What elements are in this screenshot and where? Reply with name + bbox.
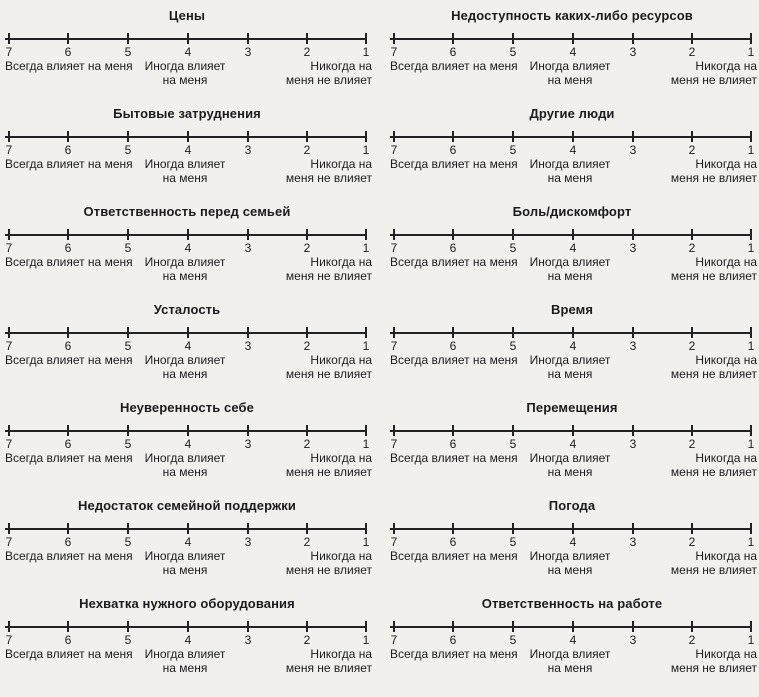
scale-number: 5	[509, 535, 517, 549]
scale-tick	[8, 33, 10, 44]
scale-tick	[127, 131, 129, 142]
scale-number: 4	[569, 143, 577, 157]
scale-number: 6	[449, 535, 457, 549]
scale-number: 7	[390, 339, 398, 353]
scale-number: 4	[184, 241, 192, 255]
scale-number: 7	[5, 339, 13, 353]
label-always: Всегда влияет на меня	[390, 353, 518, 367]
scale-number: 2	[303, 437, 311, 451]
label-never: Никогда на меня не влияет	[670, 59, 757, 87]
label-always: Всегда влияет на меня	[5, 353, 133, 367]
label-never: Никогда на меня не влияет	[285, 451, 372, 479]
scale-number: 2	[688, 633, 696, 647]
label-always: Всегда влияет на меня	[390, 647, 518, 661]
rating-scale	[2, 106, 372, 194]
scale-number: 3	[244, 437, 252, 451]
scale-number: 4	[184, 143, 192, 157]
scale-tick	[187, 131, 189, 142]
scale-number: 5	[124, 535, 132, 549]
label-never: Никогда на меня не влияет	[285, 59, 372, 87]
scale-tick	[247, 131, 249, 142]
scale-number: 3	[629, 633, 637, 647]
label-always: Всегда влияет на меня	[390, 255, 518, 269]
scale-number: 2	[688, 143, 696, 157]
label-never: Никогда на меня не влияет	[670, 157, 757, 185]
scale-number: 1	[362, 339, 370, 353]
scale-tick	[393, 229, 395, 240]
scale-number: 2	[688, 241, 696, 255]
scale-tick	[247, 523, 249, 534]
scale-tick	[247, 327, 249, 338]
scale-number: 3	[244, 45, 252, 59]
scale-title: Недостаток семейной поддержки	[78, 498, 296, 513]
scale-tick	[393, 621, 395, 632]
scale-line	[5, 332, 367, 334]
label-never: Никогда на меня не влияет	[670, 255, 757, 283]
scale-line	[390, 136, 752, 138]
scale-number: 2	[688, 45, 696, 59]
scale-number: 3	[629, 241, 637, 255]
label-sometimes: Иногда влияет на меня	[144, 255, 226, 283]
scale-number: 7	[390, 633, 398, 647]
scale-tick	[632, 131, 634, 142]
scale-tick	[452, 621, 454, 632]
scale-line	[390, 528, 752, 530]
rating-scale	[387, 596, 757, 684]
scale-tick	[691, 33, 693, 44]
scale-tick	[67, 33, 69, 44]
scale-title: Нехватка нужного оборудования	[79, 596, 295, 611]
scale-tick	[452, 33, 454, 44]
label-sometimes: Иногда влияет на меня	[529, 59, 611, 87]
scale-number: 1	[362, 535, 370, 549]
scale-tick	[691, 131, 693, 142]
rating-scale	[2, 498, 372, 586]
scale-tick	[8, 131, 10, 142]
scale-tick	[691, 621, 693, 632]
label-always: Всегда влияет на меня	[5, 549, 133, 563]
scale-title: Другие люди	[529, 106, 615, 121]
scale-tick	[691, 523, 693, 534]
scale-tick	[67, 327, 69, 338]
scale-number: 1	[362, 241, 370, 255]
scale-title: Неуверенность себе	[120, 400, 254, 415]
scale-number: 3	[629, 535, 637, 549]
scale-tick	[365, 33, 367, 44]
rating-scale	[387, 204, 757, 292]
label-never: Никогда на меня не влияет	[285, 353, 372, 381]
scale-number: 6	[64, 241, 72, 255]
scale-number: 2	[688, 339, 696, 353]
label-always: Всегда влияет на меня	[390, 59, 518, 73]
scale-title: Погода	[548, 498, 596, 513]
scale-tick	[572, 327, 574, 338]
scale-number: 6	[449, 241, 457, 255]
scale-line	[390, 626, 752, 628]
scale-number: 3	[244, 143, 252, 157]
scale-line	[5, 626, 367, 628]
scale-number: 3	[244, 535, 252, 549]
scale-line	[390, 38, 752, 40]
label-never: Никогда на меня не влияет	[285, 255, 372, 283]
label-always: Всегда влияет на меня	[5, 255, 133, 269]
scale-number: 6	[449, 45, 457, 59]
scale-tick	[187, 621, 189, 632]
scale-tick	[247, 621, 249, 632]
label-never: Никогда на меня не влияет	[285, 157, 372, 185]
scale-number: 7	[5, 45, 13, 59]
scale-number: 6	[64, 339, 72, 353]
scale-number: 3	[244, 339, 252, 353]
scale-tick	[632, 523, 634, 534]
scale-tick	[8, 523, 10, 534]
scale-tick	[306, 327, 308, 338]
scale-number: 4	[184, 437, 192, 451]
rating-scale	[387, 498, 757, 586]
rating-scale	[387, 400, 757, 488]
scale-tick	[127, 33, 129, 44]
scale-line	[5, 430, 367, 432]
scale-tick	[306, 33, 308, 44]
label-sometimes: Иногда влияет на меня	[144, 647, 226, 675]
scale-tick	[452, 229, 454, 240]
scale-line	[5, 234, 367, 236]
label-sometimes: Иногда влияет на меня	[144, 353, 226, 381]
scale-tick	[691, 327, 693, 338]
scale-tick	[572, 229, 574, 240]
scale-tick	[365, 229, 367, 240]
scale-title: Боль/дискомфорт	[512, 204, 632, 219]
scale-number: 5	[124, 241, 132, 255]
scale-number: 6	[64, 535, 72, 549]
label-sometimes: Иногда влияет на меня	[144, 451, 226, 479]
scale-number: 4	[184, 535, 192, 549]
scale-tick	[67, 425, 69, 436]
rating-scale	[387, 106, 757, 194]
scale-tick	[365, 327, 367, 338]
label-never: Никогда на меня не влияет	[285, 549, 372, 577]
scale-number: 2	[688, 437, 696, 451]
scale-tick	[750, 523, 752, 534]
scale-tick	[127, 523, 129, 534]
scale-tick	[632, 327, 634, 338]
scale-tick	[512, 229, 514, 240]
scale-tick	[393, 131, 395, 142]
scale-tick	[750, 425, 752, 436]
scale-number: 5	[509, 437, 517, 451]
scale-number: 5	[509, 45, 517, 59]
scale-tick	[187, 523, 189, 534]
rating-scale	[2, 400, 372, 488]
label-never: Никогда на меня не влияет	[670, 451, 757, 479]
scale-number: 1	[362, 437, 370, 451]
scale-tick	[750, 229, 752, 240]
label-sometimes: Иногда влияет на меня	[144, 157, 226, 185]
label-sometimes: Иногда влияет на меня	[144, 549, 226, 577]
scale-number: 5	[509, 339, 517, 353]
label-always: Всегда влияет на меня	[5, 157, 133, 171]
scale-number: 5	[124, 143, 132, 157]
label-never: Никогда на меня не влияет	[285, 647, 372, 675]
scale-number: 6	[449, 437, 457, 451]
scale-number: 6	[449, 339, 457, 353]
scale-tick	[187, 425, 189, 436]
scale-title: Цены	[168, 8, 206, 23]
label-always: Всегда влияет на меня	[390, 157, 518, 171]
scale-tick	[365, 523, 367, 534]
scale-number: 2	[303, 633, 311, 647]
label-sometimes: Иногда влияет на меня	[529, 157, 611, 185]
scale-tick	[8, 621, 10, 632]
scale-number: 5	[124, 437, 132, 451]
scale-number: 4	[569, 633, 577, 647]
label-always: Всегда влияет на меня	[5, 59, 133, 73]
scale-tick	[187, 327, 189, 338]
scale-tick	[512, 131, 514, 142]
scale-tick	[127, 229, 129, 240]
scale-tick	[306, 621, 308, 632]
scale-tick	[452, 425, 454, 436]
label-never: Никогда на меня не влияет	[670, 549, 757, 577]
scale-number: 6	[64, 143, 72, 157]
scale-line	[5, 38, 367, 40]
scale-number: 3	[629, 339, 637, 353]
scale-number: 6	[64, 437, 72, 451]
scale-tick	[393, 327, 395, 338]
scale-tick	[512, 523, 514, 534]
scale-line	[390, 332, 752, 334]
label-sometimes: Иногда влияет на меня	[144, 59, 226, 87]
scale-tick	[67, 131, 69, 142]
scale-line	[5, 528, 367, 530]
scale-number: 1	[747, 535, 755, 549]
rating-scale	[387, 302, 757, 390]
scale-number: 4	[569, 45, 577, 59]
rating-scale	[2, 204, 372, 292]
label-sometimes: Иногда влияет на меня	[529, 647, 611, 675]
scale-number: 4	[184, 633, 192, 647]
scale-tick	[67, 621, 69, 632]
scale-tick	[67, 229, 69, 240]
scale-number: 1	[362, 45, 370, 59]
scale-number: 7	[5, 535, 13, 549]
scale-number: 7	[5, 143, 13, 157]
scale-tick	[393, 425, 395, 436]
scale-number: 2	[303, 143, 311, 157]
scale-tick	[572, 523, 574, 534]
scale-number: 1	[747, 241, 755, 255]
scale-tick	[127, 327, 129, 338]
scale-tick	[365, 131, 367, 142]
scale-number: 1	[362, 633, 370, 647]
scale-number: 1	[747, 633, 755, 647]
scale-title: Время	[550, 302, 594, 317]
label-always: Всегда влияет на меня	[390, 451, 518, 465]
scale-number: 4	[569, 535, 577, 549]
scale-tick	[512, 621, 514, 632]
scale-title: Ответственность на работе	[481, 596, 663, 611]
scale-title: Ответственность перед семьей	[83, 204, 291, 219]
scale-tick	[187, 229, 189, 240]
label-sometimes: Иногда влияет на меня	[529, 549, 611, 577]
scale-number: 3	[244, 633, 252, 647]
scale-number: 3	[629, 45, 637, 59]
scale-title: Перемещения	[526, 400, 618, 415]
scale-tick	[247, 425, 249, 436]
scale-tick	[750, 621, 752, 632]
scale-tick	[127, 621, 129, 632]
scale-tick	[512, 33, 514, 44]
scale-title: Усталость	[153, 302, 221, 317]
scale-number: 5	[509, 241, 517, 255]
scale-tick	[8, 327, 10, 338]
scale-tick	[187, 33, 189, 44]
scale-tick	[691, 425, 693, 436]
scale-title: Бытовые затруднения	[113, 106, 261, 121]
rating-scale	[2, 8, 372, 96]
scale-number: 5	[509, 633, 517, 647]
scale-number: 7	[5, 437, 13, 451]
label-always: Всегда влияет на меня	[5, 451, 133, 465]
scale-number: 4	[569, 241, 577, 255]
scale-number: 7	[390, 45, 398, 59]
scale-line	[5, 136, 367, 138]
scale-tick	[452, 131, 454, 142]
scale-tick	[512, 327, 514, 338]
scale-number: 7	[390, 241, 398, 255]
scale-number: 4	[569, 339, 577, 353]
scale-tick	[393, 523, 395, 534]
scale-number: 1	[747, 45, 755, 59]
scale-number: 7	[5, 633, 13, 647]
scale-number: 2	[303, 45, 311, 59]
scale-tick	[572, 131, 574, 142]
scale-number: 3	[629, 143, 637, 157]
scale-number: 2	[688, 535, 696, 549]
scale-tick	[247, 229, 249, 240]
scale-tick	[306, 523, 308, 534]
scale-tick	[306, 425, 308, 436]
scale-tick	[452, 327, 454, 338]
scale-number: 3	[629, 437, 637, 451]
label-sometimes: Иногда влияет на меня	[529, 451, 611, 479]
scale-number: 1	[747, 437, 755, 451]
rating-scale	[2, 596, 372, 684]
scale-number: 2	[303, 241, 311, 255]
label-never: Никогда на меня не влияет	[670, 353, 757, 381]
scale-number: 2	[303, 535, 311, 549]
scale-number: 5	[509, 143, 517, 157]
scale-number: 5	[124, 45, 132, 59]
scale-tick	[632, 425, 634, 436]
scale-tick	[247, 33, 249, 44]
scale-tick	[691, 229, 693, 240]
scale-tick	[572, 33, 574, 44]
scale-tick	[67, 523, 69, 534]
scale-number: 5	[124, 633, 132, 647]
scale-line	[390, 430, 752, 432]
label-always: Всегда влияет на меня	[390, 549, 518, 563]
scale-number: 1	[747, 143, 755, 157]
rating-scale	[387, 8, 757, 96]
scale-tick	[365, 621, 367, 632]
scale-tick	[8, 425, 10, 436]
scale-line	[390, 234, 752, 236]
label-sometimes: Иногда влияет на меня	[529, 255, 611, 283]
scale-tick	[306, 131, 308, 142]
scale-tick	[393, 33, 395, 44]
scale-tick	[365, 425, 367, 436]
scale-tick	[750, 33, 752, 44]
scale-number: 1	[362, 143, 370, 157]
scale-number: 4	[184, 339, 192, 353]
scale-number: 6	[449, 143, 457, 157]
scale-tick	[127, 425, 129, 436]
scale-number: 6	[449, 633, 457, 647]
scale-tick	[632, 229, 634, 240]
rating-scale	[2, 302, 372, 390]
label-never: Никогда на меня не влияет	[670, 647, 757, 675]
scale-tick	[8, 229, 10, 240]
scale-number: 4	[569, 437, 577, 451]
scale-number: 7	[5, 241, 13, 255]
scale-tick	[572, 621, 574, 632]
scale-tick	[306, 229, 308, 240]
scale-number: 7	[390, 437, 398, 451]
scale-tick	[452, 523, 454, 534]
scale-number: 5	[124, 339, 132, 353]
scale-number: 1	[747, 339, 755, 353]
scale-tick	[632, 33, 634, 44]
scale-number: 7	[390, 535, 398, 549]
scale-number: 7	[390, 143, 398, 157]
scale-number: 3	[244, 241, 252, 255]
scale-tick	[512, 425, 514, 436]
scale-number: 2	[303, 339, 311, 353]
scale-tick	[572, 425, 574, 436]
label-sometimes: Иногда влияет на меня	[529, 353, 611, 381]
label-always: Всегда влияет на меня	[5, 647, 133, 661]
scale-number: 4	[184, 45, 192, 59]
scale-number: 6	[64, 633, 72, 647]
scale-tick	[750, 131, 752, 142]
scale-tick	[750, 327, 752, 338]
scale-title: Недоступность каких-либо ресурсов	[451, 8, 693, 23]
scale-number: 6	[64, 45, 72, 59]
scale-tick	[632, 621, 634, 632]
